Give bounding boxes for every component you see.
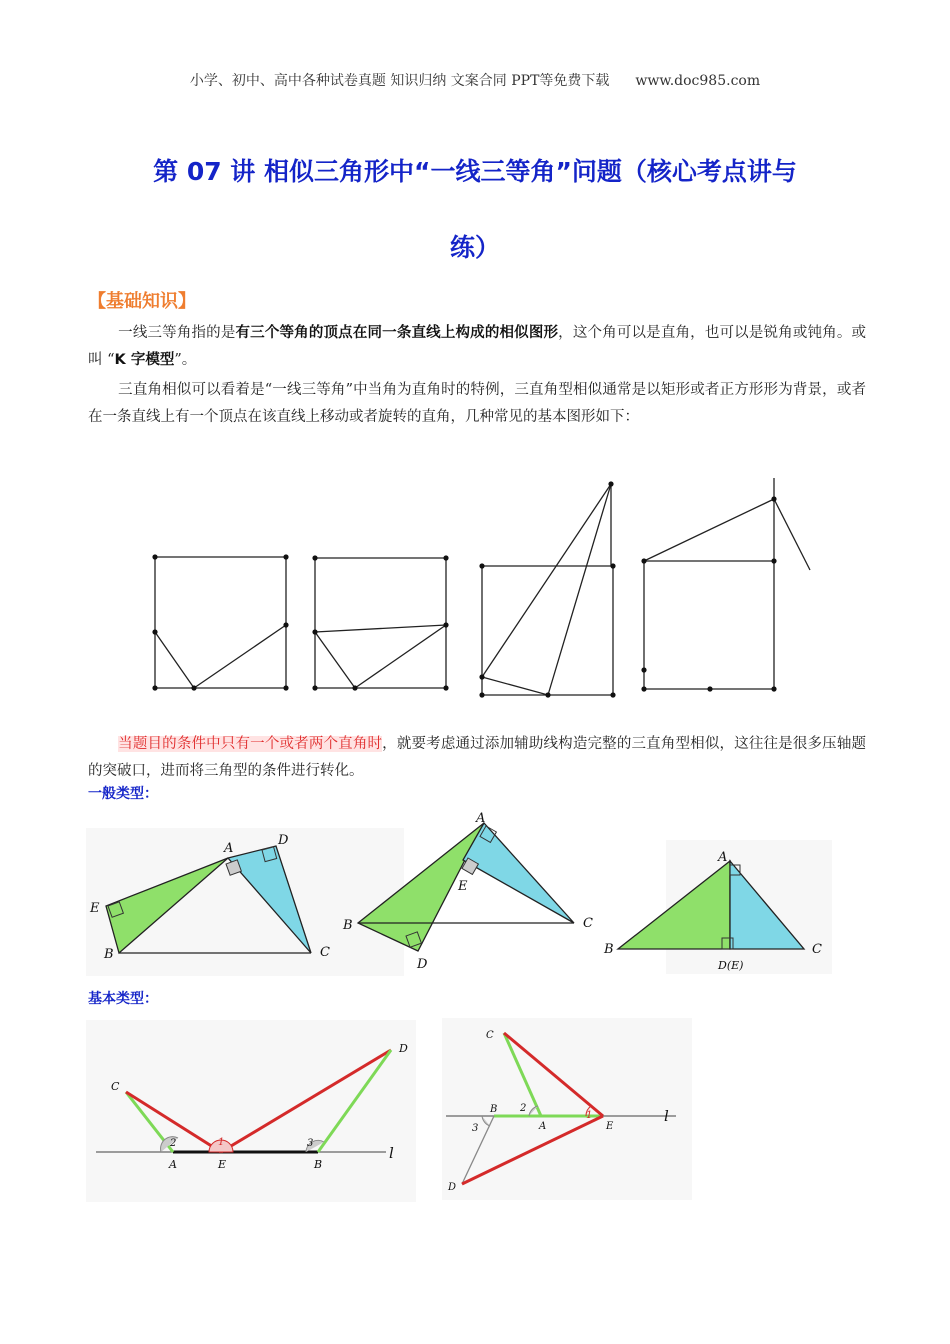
basic-figures xyxy=(140,470,820,705)
b2-label-D: D xyxy=(448,1182,457,1193)
g2-label-C: C xyxy=(583,916,593,931)
general-type-figures xyxy=(86,808,832,976)
b1-label-A: A xyxy=(169,1158,177,1171)
para1-k-model: K 字模型 xyxy=(114,352,175,368)
b2-label-l: l xyxy=(664,1107,669,1125)
b1-label-D: D xyxy=(399,1042,408,1055)
page-title-line1: 第 07 讲 相似三角形中“一线三等角”问题（核心考点讲与 xyxy=(153,157,797,186)
paragraph-tip xyxy=(88,731,866,785)
g3-label-B: B xyxy=(604,942,614,957)
b1-angle-1: 1 xyxy=(218,1137,225,1148)
b2-angle-2: 2 xyxy=(520,1103,527,1114)
para1-text-e: ”。 xyxy=(174,352,197,368)
g3-label-DE: D(E) xyxy=(718,959,744,972)
b1-label-C: C xyxy=(111,1080,120,1093)
g2-label-E: E xyxy=(458,879,468,894)
header-text: 小学、初中、高中各种试卷真题 知识归纳 文案合同 PPT等免费下载 xyxy=(189,73,610,89)
g1-label-D: D xyxy=(278,833,289,848)
b1-label-E: E xyxy=(218,1158,227,1171)
g2-label-A: A xyxy=(476,811,486,826)
b2-label-E: E xyxy=(606,1121,614,1132)
b1-angle-3: 3 xyxy=(307,1138,314,1149)
b2-label-C: C xyxy=(486,1030,494,1041)
paragraph-three-right-angles xyxy=(88,377,866,431)
g1-label-E: E xyxy=(90,901,100,916)
header-site[interactable]: www.doc985.com xyxy=(635,73,761,89)
tip-highlight: 当题目的条件中只有一个或者两个直角时 xyxy=(118,736,383,752)
para1-text-c: ，这个角可以是直角，也可以是锐角或钝角。或叫 “ xyxy=(88,325,867,368)
g3-label-C: C xyxy=(812,942,822,957)
b1-label-B: B xyxy=(314,1158,323,1171)
g1-label-A: A xyxy=(224,841,234,856)
g1-label-C: C xyxy=(320,945,330,960)
g2-label-B: B xyxy=(343,918,353,933)
basic-type-figures xyxy=(86,1018,696,1204)
g3-label-A: A xyxy=(718,850,728,865)
paragraph-definition xyxy=(88,320,866,374)
b1-label-l: l xyxy=(389,1144,394,1162)
g1-label-B: B xyxy=(104,947,114,962)
b2-label-B: B xyxy=(490,1104,498,1115)
tip-text: ，就要考虑通过添加辅助线构造完整的三直角型相似，这往往是很多压轴题的突破口，进而将三角型的条件进行转化。 xyxy=(88,736,867,779)
section-heading: 【基础知识】 xyxy=(88,291,196,312)
para1-text-a: 一线三等角指的是 xyxy=(118,325,236,341)
subheading-basic: 基本类型： xyxy=(88,991,158,1007)
b2-angle-1: 1 xyxy=(586,1110,593,1121)
b2-label-A: A xyxy=(539,1121,547,1132)
page-header xyxy=(0,70,950,90)
g2-label-D: D xyxy=(417,957,428,972)
para2-text: 三直角相似可以看着是“一线三等角”中当角为直角时的特例，三直角型相似通常是以矩形或者正方形形为背景，或者在一条直线上有一个顶点在该直线上移动或者旋转的直角，几种常见的基本图形如下： xyxy=(88,382,866,425)
para1-bold: 有三个等角的顶点在同一条直线上构成的相似图形 xyxy=(235,325,559,341)
b2-angle-3: 3 xyxy=(472,1123,479,1134)
b1-angle-2: 2 xyxy=(170,1138,177,1149)
subheading-general: 一般类型： xyxy=(88,786,158,802)
page-title-line2: 练） xyxy=(449,233,500,262)
